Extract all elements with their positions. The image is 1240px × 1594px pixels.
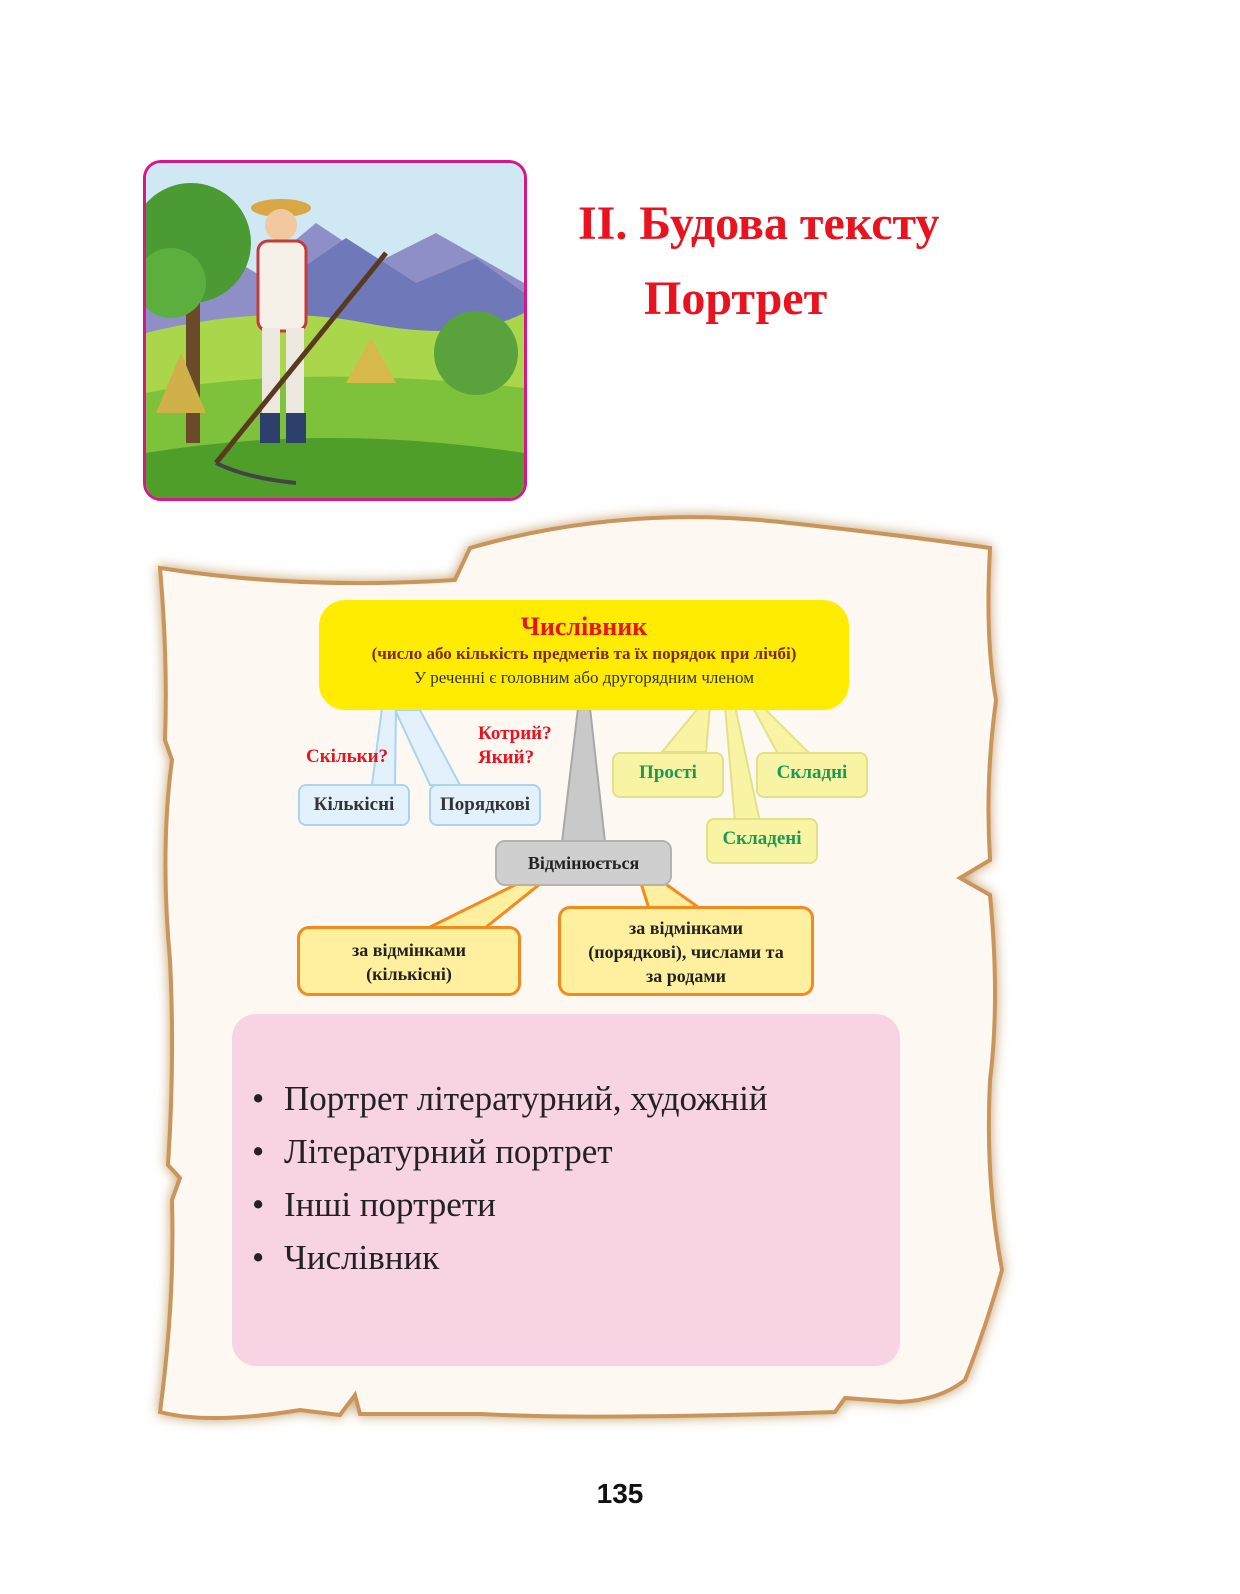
- compound-box: Складні: [756, 752, 868, 798]
- section-title: II. Будова тексту: [578, 197, 940, 250]
- topic-item: • Інші портрети: [252, 1178, 768, 1231]
- declension-cardinal-line2: (кількісні): [366, 964, 452, 984]
- numeral-title: Числівник: [520, 612, 648, 641]
- bullet-icon: •: [252, 1238, 265, 1277]
- simple-box: Прості: [612, 752, 724, 798]
- ordinal-box: Порядкові: [429, 784, 541, 826]
- bullet-icon: •: [252, 1185, 265, 1224]
- declension-cardinal-box: [297, 926, 521, 996]
- declension-ordinal-line3: за родами: [646, 966, 726, 986]
- cardinal-box: Кількісні: [298, 784, 410, 826]
- topic-item: • Літературний портрет: [252, 1125, 768, 1178]
- bullet-icon: •: [252, 1079, 265, 1118]
- section-subtitle: Портрет: [644, 272, 828, 325]
- page-number: 135: [596, 1478, 644, 1509]
- declension-ordinal-line1: за відмінками: [629, 918, 743, 938]
- numeral-main-box: [319, 600, 849, 710]
- composite-box: Складені: [706, 818, 818, 864]
- topic-item: • Числівник: [252, 1231, 768, 1284]
- question-how-many: Скільки?: [306, 746, 389, 767]
- declension-ordinal-box: [558, 906, 814, 996]
- bullet-icon: •: [252, 1132, 265, 1171]
- declension-cardinal-line1: за відмінками: [352, 940, 466, 960]
- numeral-definition: (число або кількість предметів та їх порядок при лічбі): [371, 644, 797, 663]
- question-which-1: Котрий?: [478, 723, 552, 744]
- topic-item: • Портрет літературний, художній: [252, 1072, 768, 1125]
- topics-list: [252, 1072, 768, 1284]
- question-which-2: Який?: [478, 747, 535, 768]
- declension-ordinal-line2: (порядкові), числами та: [588, 942, 784, 962]
- declension-box: Відмінюється: [495, 840, 672, 886]
- numeral-role: У реченні є головним або другорядним членом: [414, 668, 754, 687]
